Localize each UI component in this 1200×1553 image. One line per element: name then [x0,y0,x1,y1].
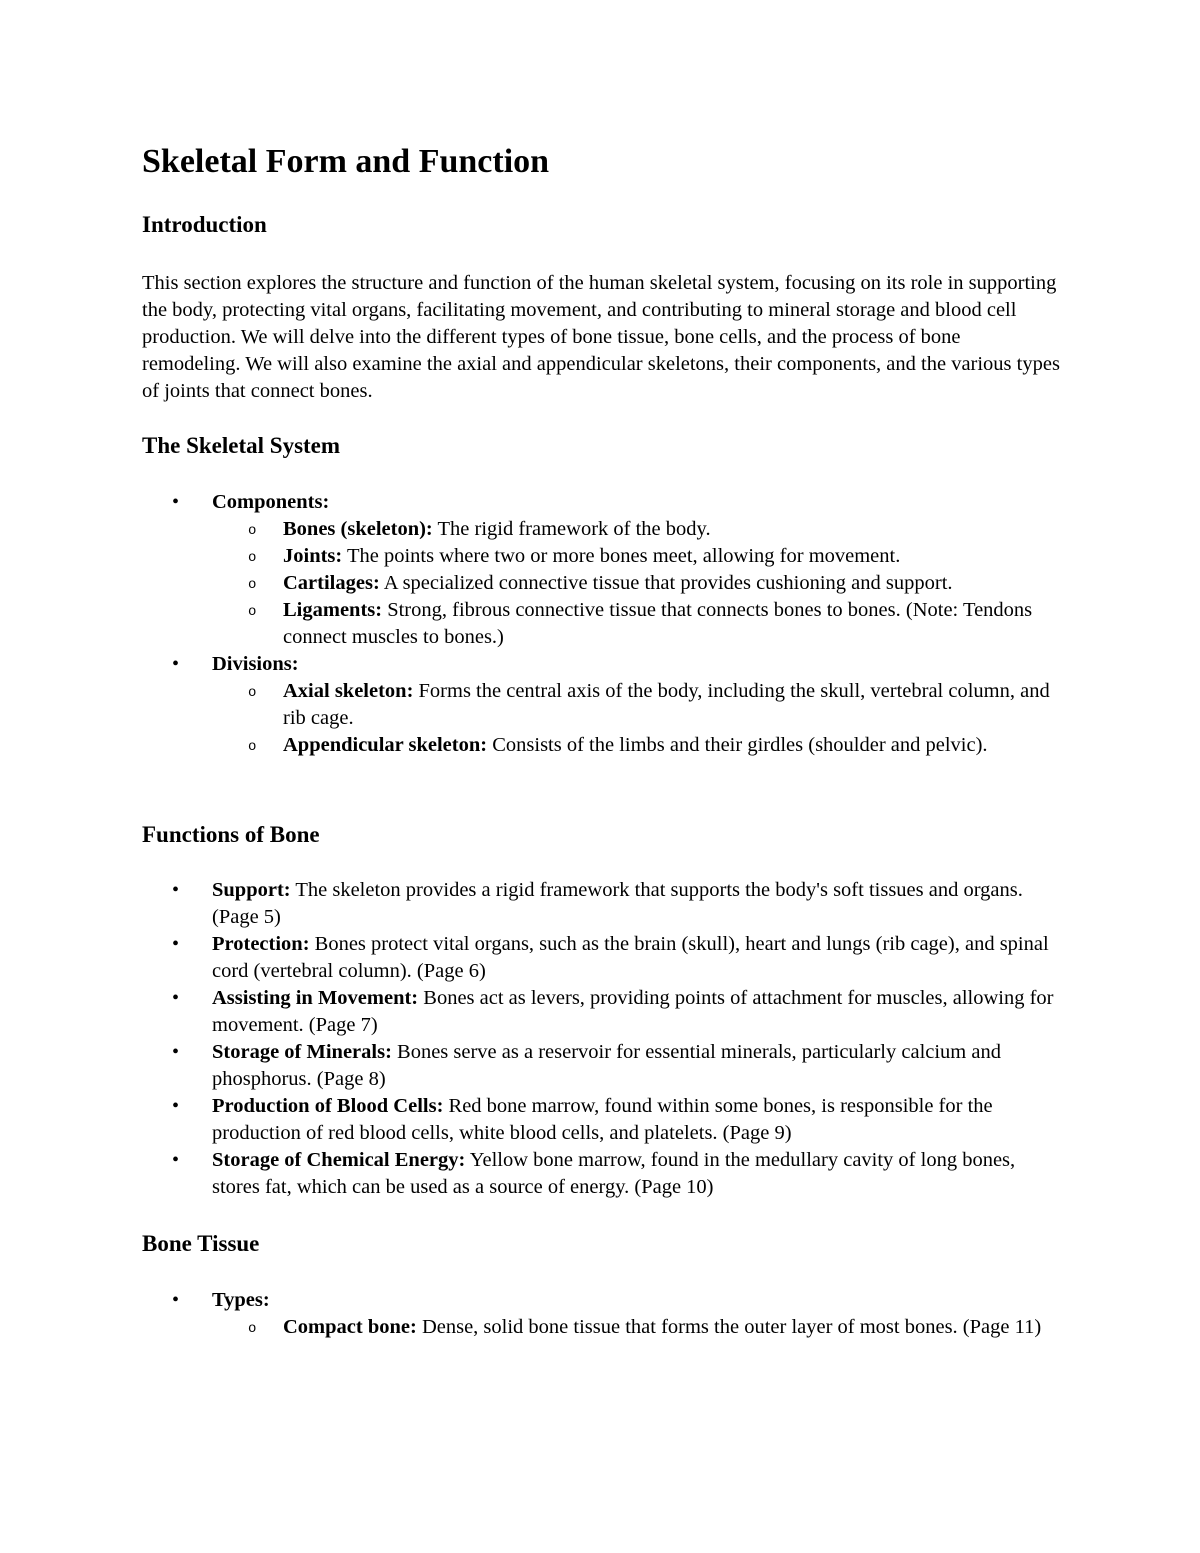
list-item [142,877,1062,931]
bone-tissue-list [142,1287,1062,1341]
sublist-item-term: Bones (skeleton): [283,518,433,540]
sublist-item-text: Strong, fibrous connective tissue that connects bones to bones. (Note: Tendons connect muscles to bones.) [283,599,1033,648]
sublist-item [212,732,1062,759]
sublist-item [212,543,1062,570]
sublist-item [212,570,1062,597]
sublist-item [212,678,1062,732]
sublist-item-text: Forms the central axis of the body, including the skull, vertebral column, and rib cage. [283,680,1050,729]
sublist-item-term: Cartilages: [283,572,380,594]
sublist [212,1314,1062,1341]
list-item-term: Types: [212,1289,270,1311]
functions-of-bone-heading: Functions of Bone [142,822,320,847]
sublist-item [212,516,1062,543]
sublist-item-term: Axial skeleton: [283,680,414,702]
sublist [212,516,1062,651]
list-item-text: Bones protect vital organs, such as the brain (skull), heart and lungs (rib cage), and spinal cord (vertebral column). (Page 6) [212,933,1049,982]
list-item [142,489,1062,651]
sublist-item-term: Compact bone: [283,1316,417,1338]
list-item-term: Storage of Minerals: [212,1041,392,1063]
introduction-paragraph: This section explores the structure and function of the human skeletal system, focusing on its role in supporting the body, protecting vital organs, facilitating movement, and contributing to mineral storage and blood cell production. We will delve into the different types of bone tissue, bone cells, and the process of bone remodeling. We will also examine the axial and appendicular skeletons, their components, and the various types of joints that connect bones. [142,272,1060,402]
sublist-item-text: Dense, solid bone tissue that forms the outer layer of most bones. (Page 11) [416,1316,1042,1338]
sublist-item-text: The rigid framework of the body. [432,518,711,540]
sublist-item-term: Appendicular skeleton: [283,734,488,756]
list-item-term: Assisting in Movement: [212,987,419,1009]
list-item [142,1287,1062,1341]
sublist-item-term: Ligaments: [283,599,383,621]
list-item-term: Divisions: [212,653,299,675]
list-item-text: Bones serve as a reservoir for essential minerals, particularly calcium and phosphorus. (Page 8) [212,1041,1001,1090]
skeletal-system-list [142,489,1062,759]
document-title: Skeletal Form and Function [142,143,550,180]
introduction-heading: Introduction [142,212,267,237]
sublist-item [212,1314,1062,1341]
sublist-item-text: A specialized connective tissue that provides cushioning and support. [379,572,953,594]
functions-of-bone-list [142,877,1062,1201]
list-item-term: Storage of Chemical Energy: [212,1149,466,1171]
sublist-item-term: Joints: [283,545,343,567]
list-item-term: Support: [212,879,291,901]
list-item-text: Yellow bone marrow, found in the medullary cavity of long bones, stores fat, which can be used as a source of energy. (Page 10) [212,1149,1016,1198]
skeletal-system-heading: The Skeletal System [142,433,341,458]
list-item-text: The skeleton provides a rigid framework that supports the body's soft tissues and organs. (Page 5) [212,879,1023,928]
list-item-text: Bones act as levers, providing points of attachment for muscles, allowing for movement. (Page 7) [212,987,1054,1036]
bone-tissue-heading: Bone Tissue [142,1231,260,1256]
list-item-term: Protection: [212,933,310,955]
list-item [142,985,1062,1039]
list-item-text: Red bone marrow, found within some bones, is responsible for the production of red blood cells, white blood cells, and platelets. (Page 9) [212,1095,993,1144]
list-item [142,931,1062,985]
list-item [142,1039,1062,1093]
sublist-item-text: The points where two or more bones meet, allowing for movement. [342,545,901,567]
list-item [142,651,1062,759]
list-item [142,1093,1062,1147]
list-item-term: Components: [212,491,330,513]
sublist-item [212,597,1062,651]
list-item [142,1147,1062,1201]
list-item-term: Production of Blood Cells: [212,1095,444,1117]
sublist [212,678,1062,759]
sublist-item-text: Consists of the limbs and their girdles (shoulder and pelvic). [487,734,988,756]
